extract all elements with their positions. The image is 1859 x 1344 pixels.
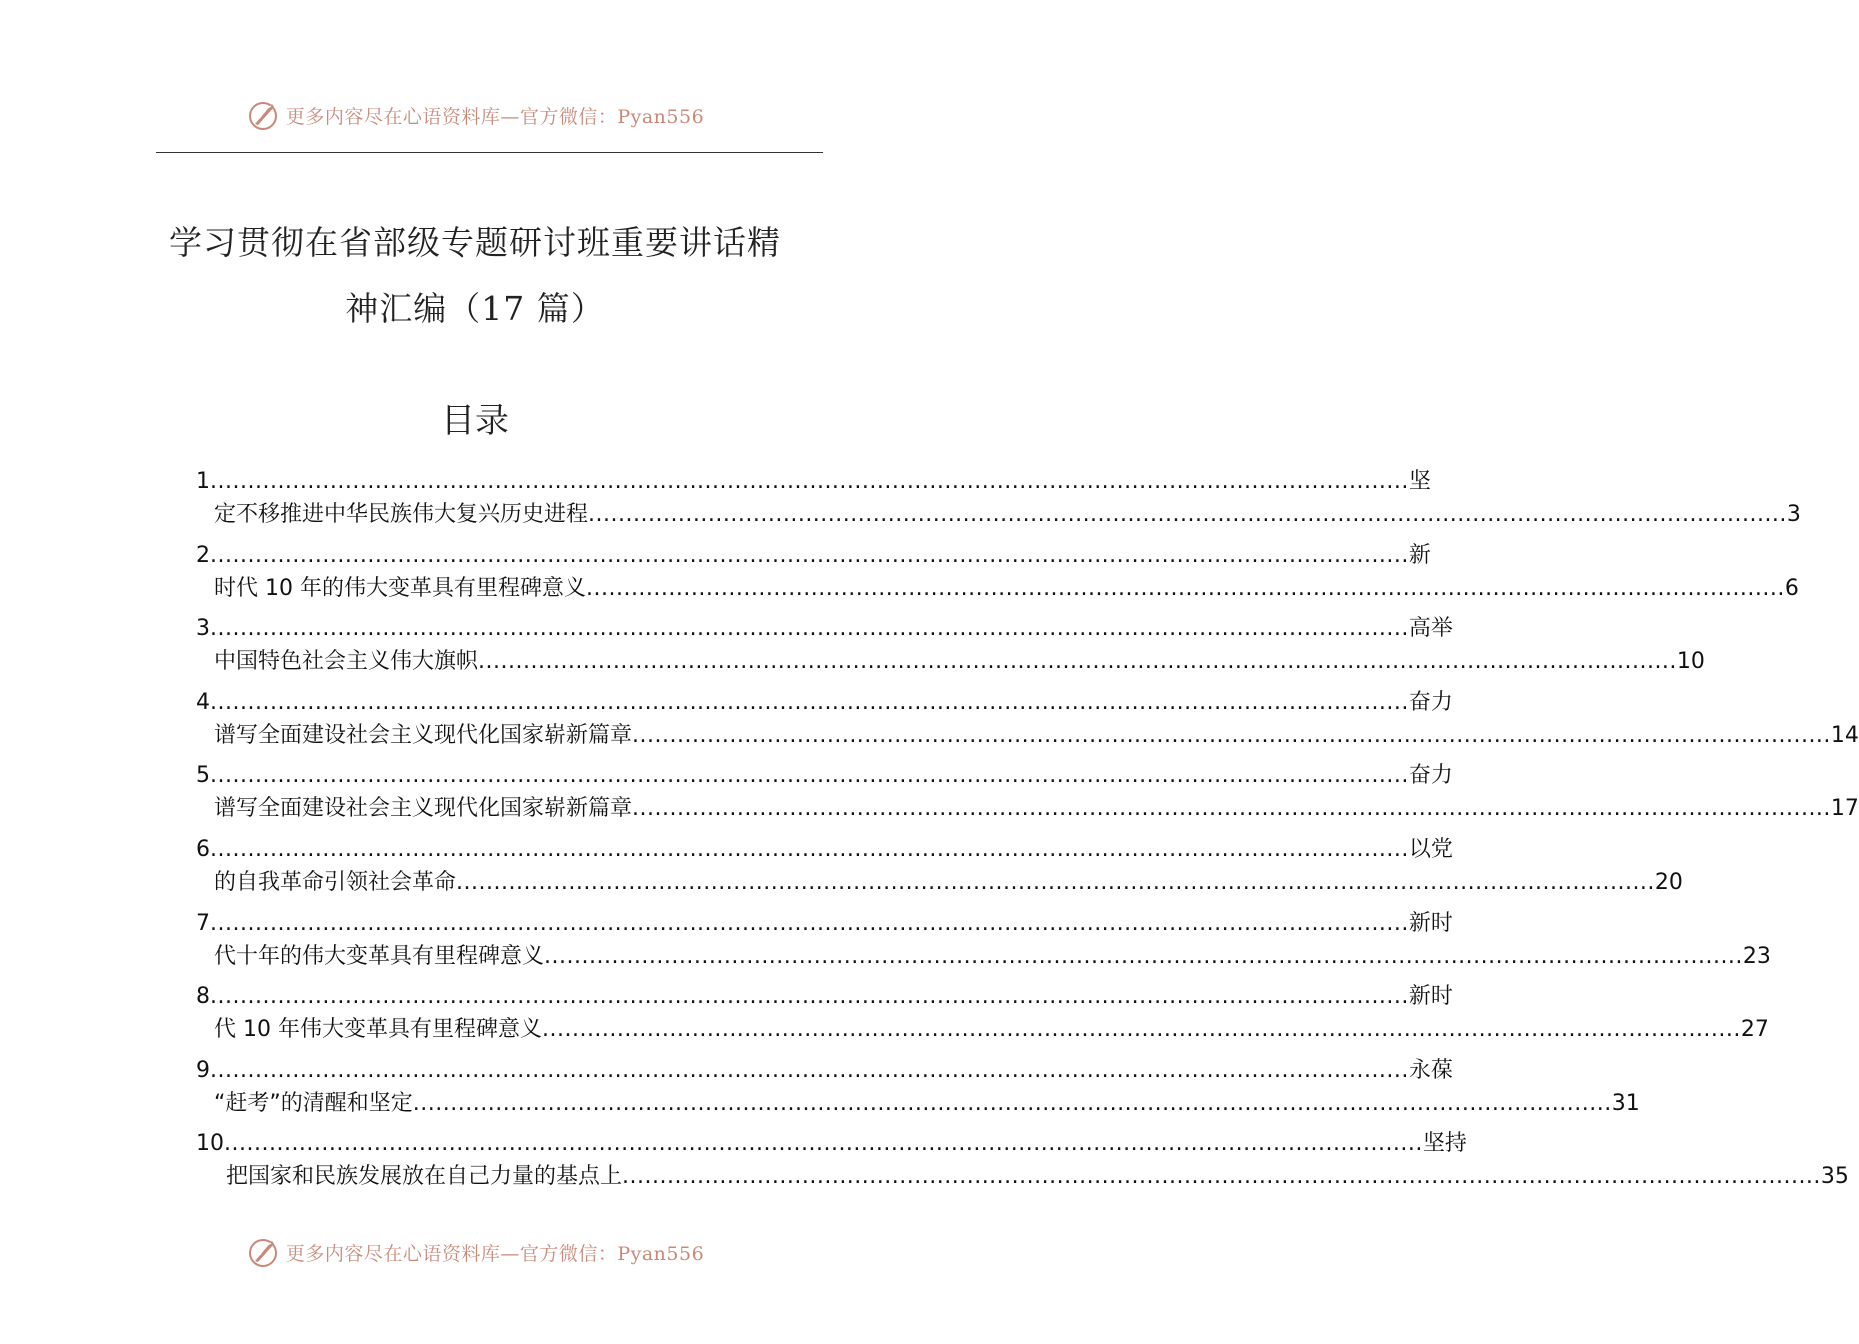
toc-leader-dots: ................................................................................................................................................................	[210, 1057, 1409, 1083]
toc-entry-title-start: 新时	[1408, 984, 1453, 1010]
toc-entry-title-start: 奋力	[1408, 763, 1453, 789]
toc-entry-number: 8	[196, 984, 210, 1010]
toc-entry[interactable]	[196, 539, 1799, 613]
toc-leader-dots: ................................................................................................................................................................	[210, 984, 1409, 1010]
toc-entry-title-start: 坚	[1408, 469, 1431, 494]
toc-leader-dots: ................................................................................................................................................................	[478, 649, 1677, 675]
toc-leader-dots: ................................................................................................................................................................	[632, 722, 1831, 748]
toc-leader-dots: ................................................................................................................................................................	[412, 1090, 1612, 1116]
footer-watermark	[0, 1232, 950, 1272]
toc-entry-number: 6	[196, 836, 210, 862]
toc-leader-dots: ................................................................................................................................................................	[210, 616, 1409, 642]
toc-entry[interactable]	[196, 1127, 1849, 1201]
toc-entry-number: 9	[196, 1057, 210, 1083]
toc-page-number: 23	[1742, 943, 1771, 969]
toc-entry[interactable]	[196, 612, 1705, 686]
toc-entry-title-start: 永葆	[1408, 1057, 1453, 1083]
toc-leader-dots: ................................................................................................................................................................	[456, 869, 1655, 895]
toc-page-number: 6	[1784, 575, 1799, 601]
document-title	[90, 210, 860, 342]
toc-entry-title-rest: 把国家和民族发展放在自己力量的基点上	[226, 1164, 623, 1190]
toc-page-number: 10	[1676, 649, 1705, 675]
toc-leader-dots: ................................................................................................................................................................	[210, 836, 1409, 862]
watermark-text: 更多内容尽在心语资料库—官方微信：Pyan556	[285, 1242, 705, 1265]
toc-entry-number: 2	[196, 542, 210, 568]
title-line-1: 学习贯彻在省部级专题研讨班重要讲话精	[169, 223, 781, 262]
toc-entry-title-rest: 时代 10 年的伟大变革具有里程碑意义	[214, 575, 586, 601]
toc-leader-dots: ................................................................................................................................................................	[632, 796, 1831, 822]
toc-entry-title-rest: 的自我革命引领社会革命	[214, 869, 457, 895]
toc-entry-title-start: 奋力	[1408, 689, 1453, 715]
toc-entry-number: 10	[196, 1131, 224, 1157]
toc-entry[interactable]	[196, 833, 1683, 907]
toc-leader-dots: ................................................................................................................................................................	[544, 943, 1743, 969]
toc-page-number: 35	[1820, 1164, 1849, 1190]
watermark-text: 更多内容尽在心语资料库—官方微信：Pyan556	[285, 105, 705, 128]
header-divider	[156, 152, 823, 153]
toc-entry-title-rest: 定不移推进中华民族伟大复兴历史进程	[214, 502, 589, 527]
toc-entry-title-rest: 谱写全面建设社会主义现代化国家崭新篇章	[214, 722, 633, 748]
title-line-2: 神汇编（17 篇）	[345, 289, 605, 328]
toc-leader-dots: ................................................................................................................................................................	[210, 763, 1409, 789]
toc-leader-dots: ................................................................................................................................................................	[210, 689, 1409, 715]
header-watermark	[0, 95, 950, 135]
toc-entry-number: 7	[196, 910, 210, 936]
table-of-contents	[196, 465, 1859, 1201]
toc-leader-dots: ................................................................................................................................................................	[541, 1017, 1741, 1043]
toc-page-number: 17	[1830, 796, 1859, 822]
toc-leader-dots: ................................................................................................................................................................	[224, 1131, 1423, 1157]
toc-entry-title-rest: 中国特色社会主义伟大旗帜	[214, 649, 479, 675]
toc-heading: 目录	[441, 401, 509, 441]
toc-leader-dots: ................................................................................................................................................................	[588, 502, 1787, 527]
toc-entry-number: 3	[196, 616, 210, 642]
toc-entry[interactable]	[196, 1054, 1640, 1128]
toc-leader-dots: ................................................................................................................................................................	[622, 1164, 1821, 1190]
toc-page-number: 20	[1654, 869, 1683, 895]
toc-entry[interactable]	[196, 907, 1771, 981]
toc-page-number: 14	[1830, 722, 1859, 748]
toc-entry-number: 5	[196, 763, 210, 789]
toc-entry[interactable]	[196, 686, 1859, 760]
feather-pen-logo-icon	[246, 1235, 280, 1269]
toc-entry-number: 4	[196, 689, 210, 715]
toc-entry-title-start: 新时	[1408, 910, 1453, 936]
toc-leader-dots: ................................................................................................................................................................	[210, 469, 1409, 494]
toc-entry-title-start: 以党	[1408, 836, 1453, 862]
toc-entry-title-rest: “赶考”的清醒和坚定	[214, 1090, 413, 1116]
toc-entry-title-rest: 代十年的伟大变革具有里程碑意义	[214, 943, 545, 969]
toc-entry-number: 1	[196, 469, 210, 494]
toc-entry-title-start: 高举	[1408, 616, 1453, 642]
feather-pen-logo-icon	[246, 98, 280, 132]
toc-entry[interactable]	[196, 465, 1801, 539]
toc-entry[interactable]	[196, 980, 1769, 1054]
toc-entry[interactable]	[196, 759, 1859, 833]
toc-entry-title-rest: 谱写全面建设社会主义现代化国家崭新篇章	[214, 796, 633, 822]
toc-page-number: 27	[1740, 1017, 1769, 1043]
toc-leader-dots: ................................................................................................................................................................	[210, 910, 1409, 936]
toc-page-number: 31	[1611, 1090, 1640, 1116]
toc-leader-dots: ................................................................................................................................................................	[210, 542, 1409, 568]
toc-page-number: 3	[1786, 502, 1801, 527]
toc-entry-title-start: 坚持	[1422, 1131, 1467, 1157]
toc-entry-title-rest: 代 10 年伟大变革具有里程碑意义	[214, 1017, 542, 1043]
toc-entry-title-start: 新	[1408, 542, 1431, 568]
toc-leader-dots: ................................................................................................................................................................	[585, 575, 1785, 601]
